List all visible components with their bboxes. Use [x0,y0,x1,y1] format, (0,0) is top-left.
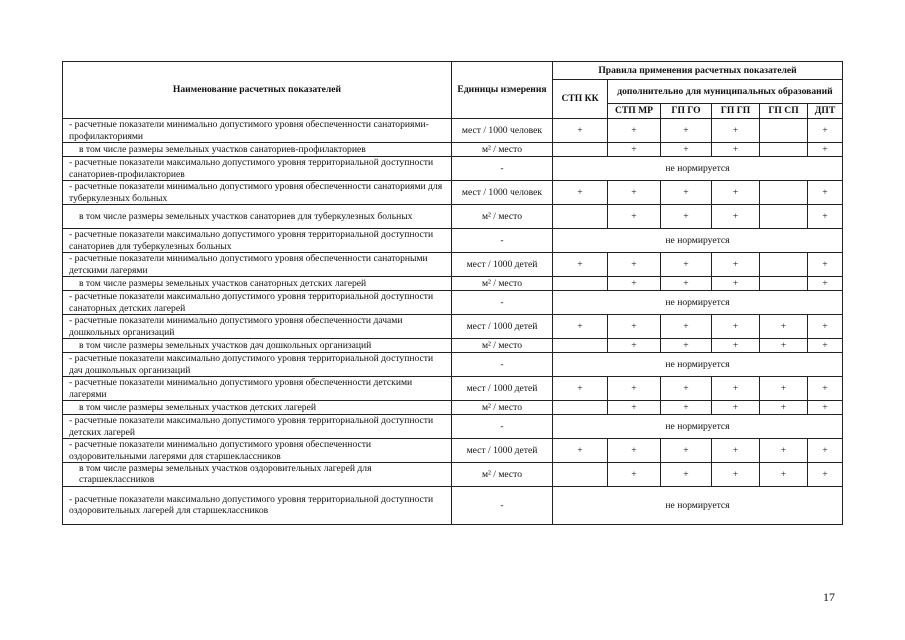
mark-stp-kk [553,339,608,353]
mark-dpt: + [808,401,843,415]
mark-stp-mr: + [608,277,661,291]
table-row [63,377,843,401]
unit-cell: м² / место [452,339,553,353]
table-row [63,181,843,205]
mark-gp-gp: + [712,463,760,487]
mark-gp-gp: + [712,277,760,291]
unit-cell: мест / 1000 человек [452,119,553,143]
indicator-name: - расчетные показатели максимально допустимого уровня территориальной доступности санаториев-профилакториев [63,157,452,181]
mark-stp-kk [553,277,608,291]
mark-dpt: + [808,439,843,463]
mark-gp-go: + [661,401,712,415]
header-name: Наименование расчетных показателей [63,62,452,119]
indicator-name: - расчетные показатели максимально допустимого уровня территориальной доступности дач дошкольных организаций [63,353,452,377]
table-row [63,486,843,524]
indicator-name: в том числе размеры земельных участков дач дошкольных организаций [63,339,452,353]
mark-gp-go: + [661,463,712,487]
table-row [63,253,843,277]
unit-cell: мест / 1000 детей [452,377,553,401]
mark-gp-sp: + [760,463,808,487]
header-rules: Правила применения расчетных показателей [553,62,843,80]
table-body [63,119,843,525]
mark-stp-kk: + [553,439,608,463]
mark-stp-kk: + [553,377,608,401]
mark-stp-kk [553,401,608,415]
mark-gp-sp: + [760,401,808,415]
mark-stp-mr: + [608,401,661,415]
unit-cell: м² / место [452,143,553,157]
unit-cell: - [452,157,553,181]
indicator-name: - расчетные показатели максимально допустимого уровня территориальной доступности оздоровительных лагерей для старшеклассников [63,486,452,524]
mark-stp-mr: + [608,205,661,229]
mark-dpt: + [808,277,843,291]
indicator-name: - расчетные показатели минимально допустимого уровня обеспеченности санаторными детскими лагерями [63,253,452,277]
not-normalized-cell: не нормируется [553,415,843,439]
header-col-dpt: ДПТ [808,104,843,119]
mark-gp-sp: + [760,439,808,463]
mark-gp-sp: + [760,339,808,353]
unit-cell: м² / место [452,463,553,487]
indicator-name: - расчетные показатели максимально допустимого уровня территориальной доступности санаториев для туберкулезных больных [63,229,452,253]
header-col-gp-sp: ГП СП [760,104,808,119]
table-row [63,143,843,157]
mark-stp-kk: + [553,315,608,339]
mark-stp-mr: + [608,119,661,143]
header-additional: дополнительно для муниципальных образований [608,80,843,104]
mark-stp-kk: + [553,119,608,143]
mark-gp-gp: + [712,205,760,229]
table-row [63,157,843,181]
page-number: 17 [823,590,835,604]
indicator-name: - расчетные показатели минимально допустимого уровня обеспеченности оздоровительными лагерями для старшеклассников [63,439,452,463]
table-row [63,315,843,339]
table-row [63,415,843,439]
mark-gp-gp: + [712,253,760,277]
indicator-name: в том числе размеры земельных участков санаторных детских лагерей [63,277,452,291]
indicator-name: - расчетные показатели минимально допустимого уровня обеспеченности детскими лагерями [63,377,452,401]
mark-stp-kk [553,205,608,229]
mark-gp-go: + [661,277,712,291]
unit-cell: - [452,291,553,315]
mark-gp-go: + [661,181,712,205]
mark-gp-go: + [661,315,712,339]
mark-stp-kk [553,143,608,157]
mark-dpt: + [808,253,843,277]
mark-gp-go: + [661,377,712,401]
header-col-gp-go: ГП ГО [661,104,712,119]
unit-cell: - [452,229,553,253]
indicator-name: - расчетные показатели минимально допустимого уровня обеспеченности санаториями для туберкулезных больных [63,181,452,205]
header-col-gp-gp: ГП ГП [712,104,760,119]
header-stp-kk: СТП КК [553,80,608,119]
mark-gp-gp: + [712,339,760,353]
indicators-table [62,61,843,525]
not-normalized-cell: не нормируется [553,229,843,253]
mark-gp-sp [760,253,808,277]
table-row [63,229,843,253]
indicator-name: в том числе размеры земельных участков детских лагерей [63,401,452,415]
unit-cell: - [452,353,553,377]
indicator-name: - расчетные показатели минимально допустимого уровня обеспеченности дачами дошкольных организаций [63,315,452,339]
mark-gp-go: + [661,205,712,229]
not-normalized-cell: не нормируется [553,291,843,315]
mark-stp-kk [553,463,608,487]
unit-cell: мест / 1000 детей [452,315,553,339]
unit-cell: м² / место [452,401,553,415]
header-units: Единицы измерения [452,62,553,119]
mark-gp-sp [760,143,808,157]
mark-dpt: + [808,181,843,205]
mark-stp-mr: + [608,181,661,205]
mark-stp-mr: + [608,339,661,353]
mark-gp-gp: + [712,143,760,157]
unit-cell: м² / место [452,277,553,291]
mark-gp-sp [760,277,808,291]
mark-gp-sp: + [760,377,808,401]
table-row [63,291,843,315]
table-row [63,463,843,487]
mark-gp-go: + [661,253,712,277]
table-row [63,277,843,291]
unit-cell: мест / 1000 детей [452,253,553,277]
mark-gp-sp [760,181,808,205]
table-row [63,119,843,143]
mark-stp-kk: + [553,181,608,205]
mark-dpt: + [808,339,843,353]
mark-stp-kk: + [553,253,608,277]
mark-gp-sp [760,119,808,143]
mark-stp-mr: + [608,143,661,157]
table-row [63,401,843,415]
header-col-stp-mr: СТП МР [608,104,661,119]
mark-dpt: + [808,315,843,339]
mark-stp-mr: + [608,463,661,487]
document-sheet [62,61,842,525]
table-row [63,205,843,229]
mark-gp-gp: + [712,377,760,401]
mark-gp-sp: + [760,315,808,339]
mark-dpt: + [808,205,843,229]
indicator-name: - расчетные показатели минимально допустимого уровня обеспеченности санаториями-профилакториями [63,119,452,143]
mark-stp-mr: + [608,253,661,277]
mark-dpt: + [808,143,843,157]
unit-cell: м² / место [452,205,553,229]
mark-gp-go: + [661,339,712,353]
table-row [63,353,843,377]
mark-stp-mr: + [608,439,661,463]
not-normalized-cell: не нормируется [553,157,843,181]
unit-cell: мест / 1000 детей [452,439,553,463]
mark-gp-sp [760,205,808,229]
mark-gp-gp: + [712,401,760,415]
mark-dpt: + [808,377,843,401]
mark-gp-gp: + [712,439,760,463]
mark-dpt: + [808,119,843,143]
indicator-name: в том числе размеры земельных участков оздоровительных лагерей для старшеклассников [63,463,452,487]
mark-stp-mr: + [608,315,661,339]
unit-cell: мест / 1000 человек [452,181,553,205]
mark-gp-gp: + [712,315,760,339]
not-normalized-cell: не нормируется [553,353,843,377]
table-row [63,339,843,353]
indicator-name: - расчетные показатели максимально допустимого уровня территориальной доступности детских лагерей [63,415,452,439]
indicator-name: в том числе размеры земельных участков санаториев-профилакториев [63,143,452,157]
unit-cell: - [452,486,553,524]
mark-gp-go: + [661,119,712,143]
indicator-name: в том числе размеры земельных участков санаториев для туберкулезных больных [63,205,452,229]
table-row [63,439,843,463]
unit-cell: - [452,415,553,439]
table-header [63,62,843,119]
mark-stp-mr: + [608,377,661,401]
not-normalized-cell: не нормируется [553,486,843,524]
indicator-name: - расчетные показатели максимально допустимого уровня территориальной доступности санаторных детских лагерей [63,291,452,315]
mark-gp-go: + [661,439,712,463]
mark-gp-gp: + [712,181,760,205]
mark-gp-go: + [661,143,712,157]
mark-gp-gp: + [712,119,760,143]
mark-dpt: + [808,463,843,487]
